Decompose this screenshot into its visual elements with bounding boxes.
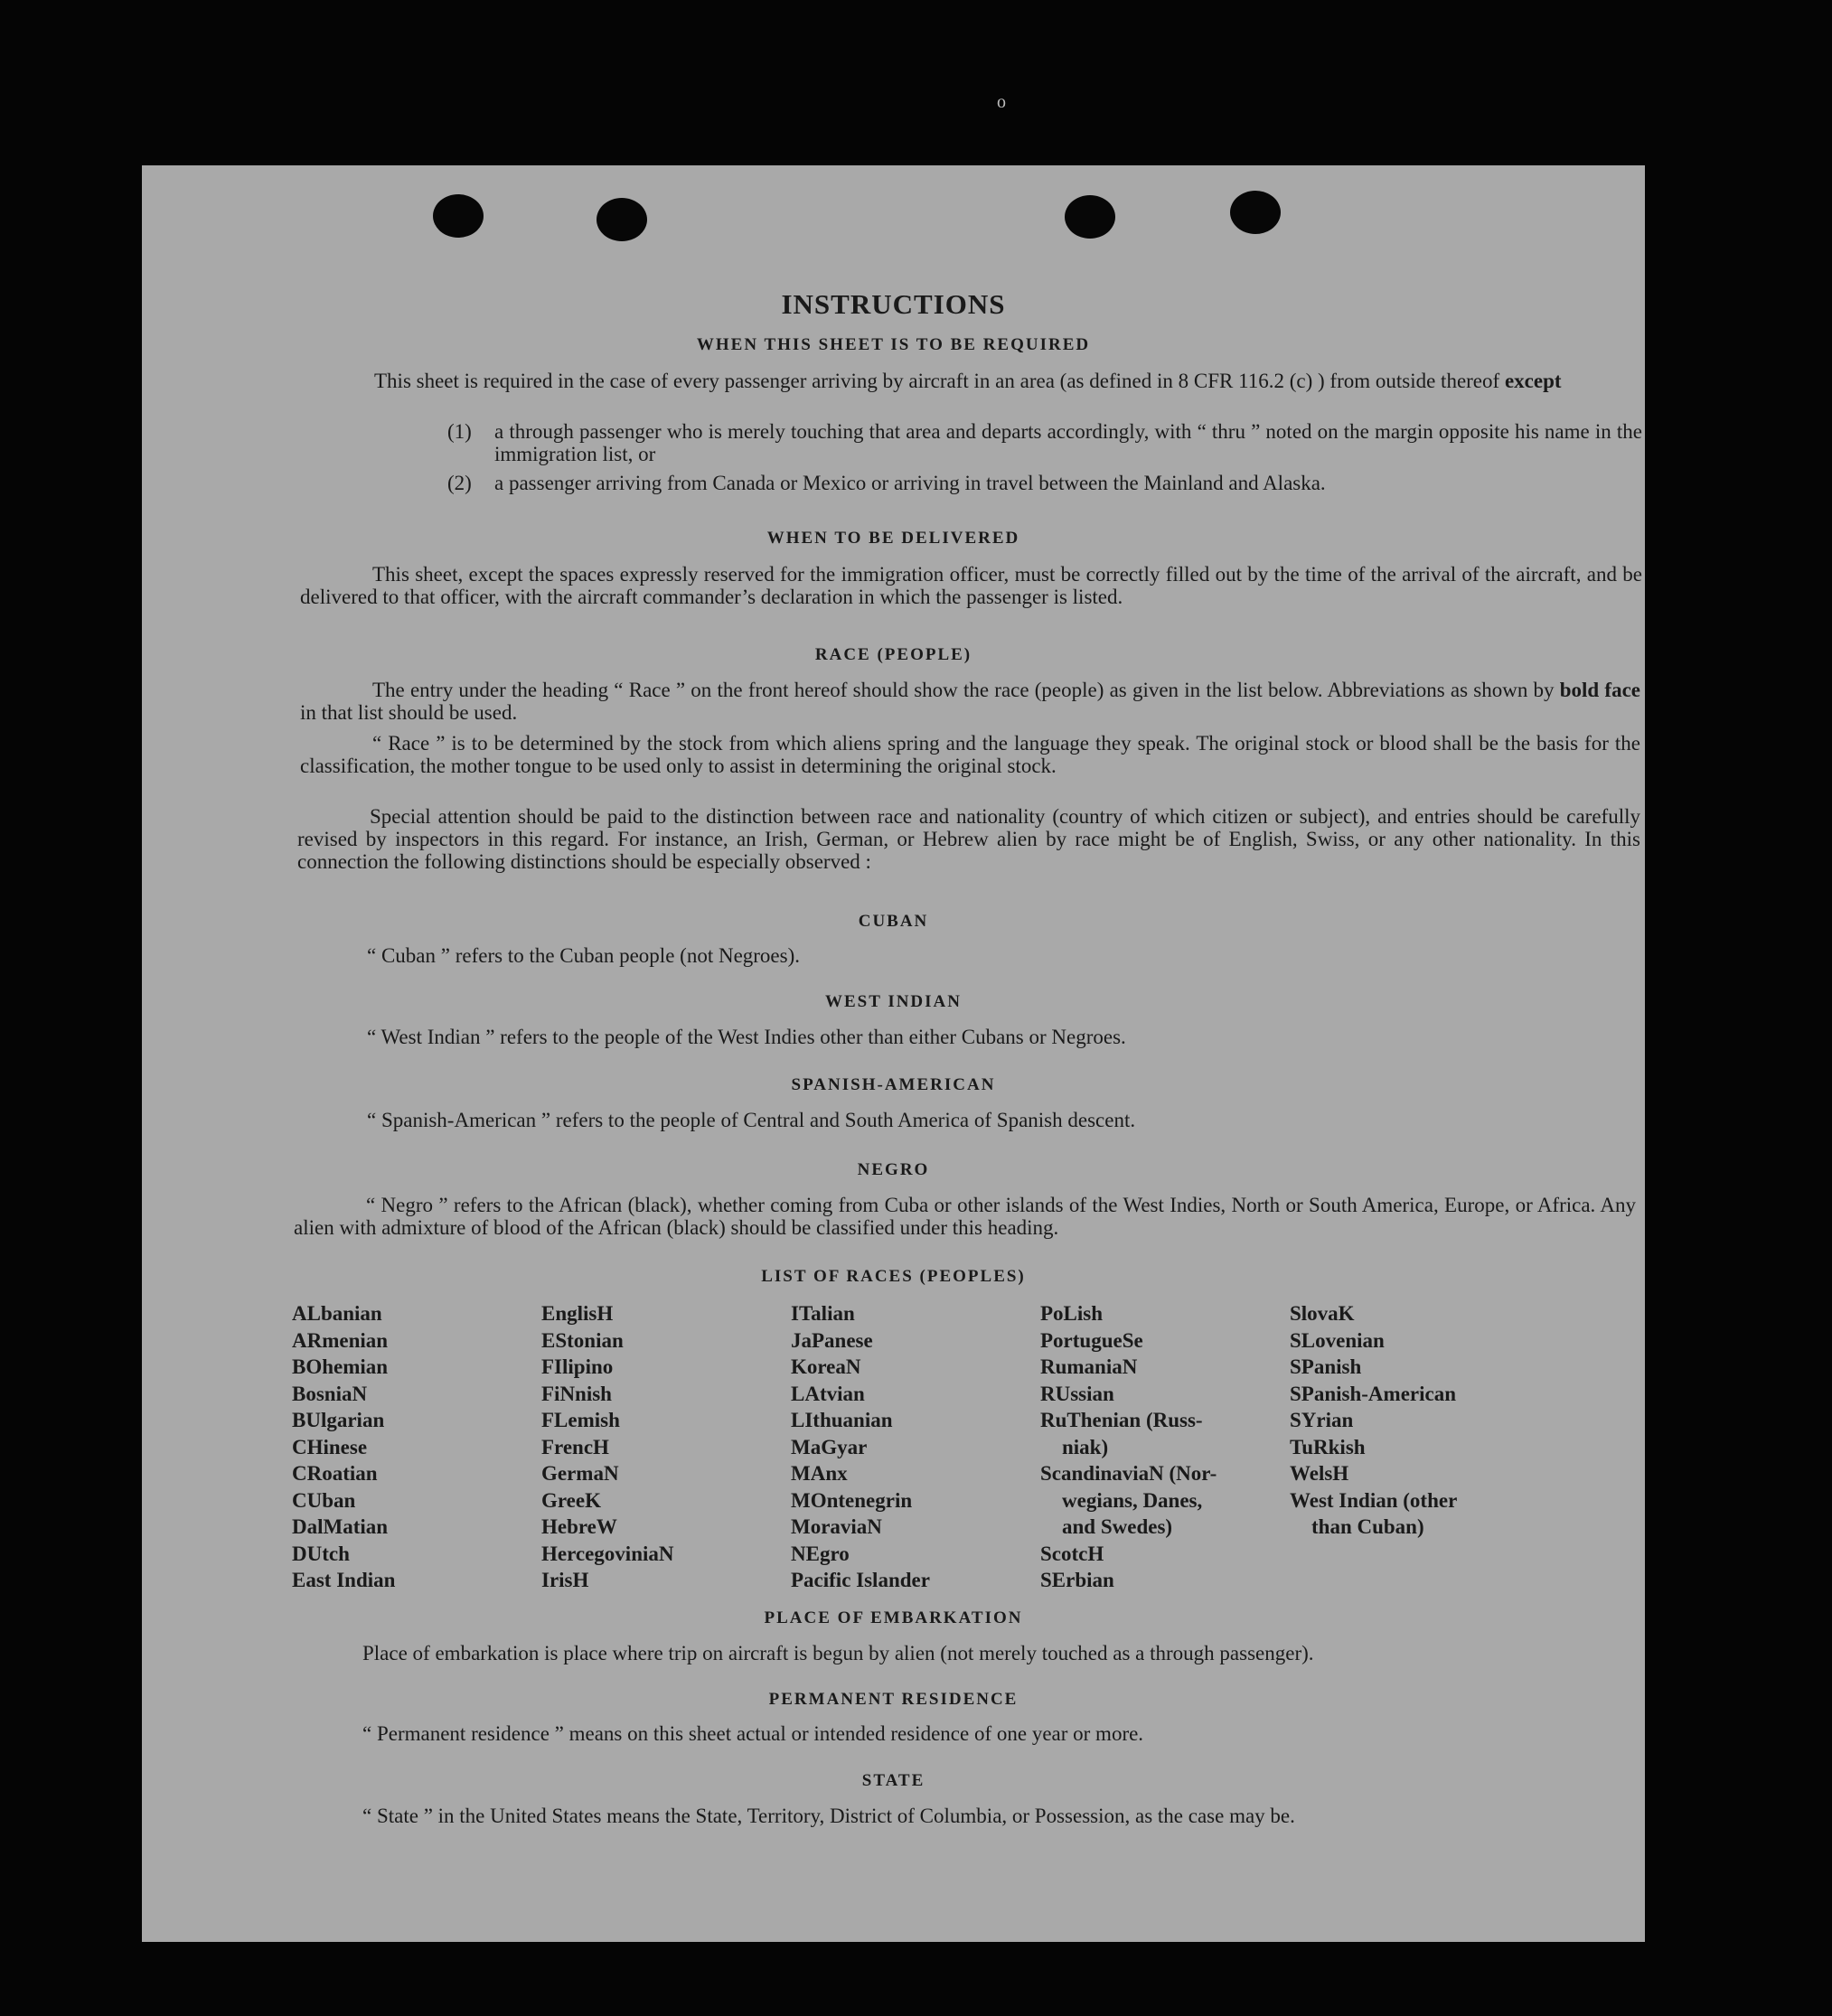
- heading-west-indian: WEST INDIAN: [825, 992, 962, 1011]
- document-title: INSTRUCTIONS: [781, 288, 1006, 320]
- race-entry: ITalian: [791, 1302, 855, 1325]
- race-entry: ScotcH: [1040, 1542, 1104, 1565]
- race-entry: BosniaN: [292, 1382, 368, 1405]
- race-entry: BUlgarian: [292, 1409, 385, 1431]
- paragraph-spanish-american: “ Spanish-American ” refers to the people of Central and South America of Spanish descent.: [367, 1109, 1136, 1131]
- race-entry: TuRkish: [1290, 1435, 1366, 1458]
- exception-number: (2): [447, 472, 472, 494]
- race-entry: LIthuanian: [791, 1409, 893, 1431]
- race-entry: MoraviaN: [791, 1515, 882, 1538]
- race-entry: than Cuban): [1311, 1515, 1424, 1538]
- race-entry: SLovenian: [1290, 1328, 1385, 1352]
- race-entry: ScandinaviaN (Nor-: [1040, 1462, 1217, 1485]
- punch-hole: [1230, 191, 1281, 234]
- race-entry: JaPanese: [791, 1328, 873, 1352]
- exception-number: (1): [447, 420, 472, 443]
- race-entry: FLemish: [541, 1409, 620, 1431]
- heading-spanish-american: SPANISH-AMERICAN: [791, 1075, 996, 1094]
- paragraph-race-2: “ Race ” is to be determined by the stock from which aliens spring and the language they speak. The original stock or blood shall be the basis for the classification, the mother tongue to be used only to assist in determining the original stock.: [300, 732, 1640, 777]
- race-entry: CHinese: [292, 1435, 368, 1458]
- race-column: [541, 1300, 791, 1594]
- race-column: [1040, 1300, 1290, 1594]
- heading-cuban: CUBAN: [858, 912, 929, 931]
- race-entry: HercegoviniaN: [541, 1542, 674, 1565]
- paragraph-when-required: [302, 370, 1642, 392]
- heading-state: STATE: [861, 1771, 925, 1790]
- paragraph-cuban: “ Cuban ” refers to the Cuban people (not Negroes).: [367, 944, 801, 967]
- race-entry: DalMatian: [292, 1515, 389, 1538]
- race-column: [791, 1300, 1040, 1594]
- paragraph-when-delivered: This sheet, except the spaces expressly reserved for the immigration officer, must be correctly filled out by the time of the arrival of the aircraft, and be delivered to that officer, with the aircraft commander’s declaration in which the passenger is listed.: [300, 563, 1642, 608]
- race-entry: GreeK: [541, 1488, 601, 1512]
- race-entry: East Indian: [292, 1569, 396, 1591]
- races-list: [292, 1300, 1539, 1594]
- heading-race: RACE (PEOPLE): [814, 645, 972, 664]
- race-entry: NEgro: [791, 1542, 850, 1565]
- race-entry: GermaN: [541, 1462, 619, 1485]
- race-entry: MOntenegrin: [791, 1488, 913, 1512]
- race-entry: RUssian: [1040, 1382, 1114, 1405]
- punch-hole: [433, 194, 484, 238]
- race-p1-after: in that list should be used.: [300, 701, 518, 724]
- race-entry: MaGyar: [791, 1435, 868, 1458]
- heading-embarkation: PLACE OF EMBARKATION: [764, 1608, 1023, 1627]
- heading-when-required: WHEN THIS SHEET IS TO BE REQUIRED: [696, 335, 1091, 354]
- race-entry: PoLish: [1040, 1302, 1104, 1325]
- race-entry: Pacific Islander: [791, 1569, 930, 1591]
- race-entry: wegians, Danes,: [1062, 1488, 1203, 1512]
- race-entry: CUban: [292, 1488, 356, 1512]
- race-entry: SlovaK: [1290, 1302, 1355, 1325]
- exception-text: a passenger arriving from Canada or Mexico or arriving in travel between the Mainland and Alaska.: [494, 472, 1326, 494]
- heading-when-delivered: WHEN TO BE DELIVERED: [766, 529, 1020, 548]
- heading-negro: NEGRO: [857, 1160, 930, 1179]
- race-entry: CRoatian: [292, 1462, 378, 1485]
- race-entry: KoreaN: [791, 1355, 861, 1378]
- race-column: [1290, 1300, 1539, 1594]
- race-column: [292, 1300, 541, 1594]
- heading-permanent-residence: PERMANENT RESIDENCE: [768, 1690, 1019, 1709]
- paragraph-negro: “ Negro ” refers to the African (black), whether coming from Cuba or other islands of the West Indies, North or South America, Europe, or Africa. Any alien with admixture of blood of the African (black) should be classified under this heading.: [294, 1194, 1636, 1239]
- punch-hole: [597, 198, 647, 241]
- race-p1-bold: bold face: [1559, 679, 1641, 701]
- race-entry: LAtvian: [791, 1382, 865, 1405]
- race-entry: EStonian: [541, 1328, 624, 1352]
- heading-list-of-races: LIST OF RACES (PEOPLES): [761, 1267, 1026, 1286]
- when-required-intro: This sheet is required in the case of every passenger arriving by aircraft in an area (as defined in 8 CFR 116.2 (c) ) from outside thereof: [374, 370, 1500, 392]
- race-entry: RuThenian (Russ-: [1040, 1409, 1203, 1431]
- race-entry: PortugueSe: [1040, 1328, 1143, 1352]
- paragraph-west-indian: “ West Indian ” refers to the people of the West Indies other than either Cubans or Negroes.: [367, 1026, 1126, 1048]
- race-entry: HebreW: [541, 1515, 617, 1538]
- paragraph-race-3: Special attention should be paid to the distinction between race and nationality (country of which citizen or subject), and entries should be carefully revised by inspectors in this regard. For instance, an Irish, German, or Hebrew alien by race might be of English, Swiss, or any other nationality. In this connection the following distinctions should be especially observed :: [297, 805, 1640, 873]
- race-entry: ARmenian: [292, 1328, 389, 1352]
- paragraph-race-1: [300, 679, 1640, 724]
- paragraph-permanent-residence: “ Permanent residence ” means on this sheet actual or intended residence of one year or more.: [362, 1722, 1144, 1745]
- race-entry: BOhemian: [292, 1355, 389, 1378]
- race-entry: and Swedes): [1062, 1515, 1173, 1538]
- document-sheet: [142, 165, 1645, 1942]
- top-mark: o: [997, 92, 1006, 112]
- race-entry: SErbian: [1040, 1569, 1114, 1591]
- paragraph-state: “ State ” in the United States means the State, Territory, District of Columbia, or Possession, as the case may be.: [362, 1805, 1295, 1827]
- race-entry: ALbanian: [292, 1302, 382, 1325]
- race-entry: MAnx: [791, 1462, 848, 1485]
- race-entry: IrisH: [541, 1569, 589, 1591]
- race-entry: West Indian (other: [1290, 1488, 1458, 1512]
- race-entry: DUtch: [292, 1542, 350, 1565]
- when-required-except: except: [1504, 370, 1562, 392]
- exception-text: a through passenger who is merely touching that area and departs accordingly, with “ thru ” noted on the margin opposite his name in the immigration list, or: [494, 420, 1642, 465]
- race-entry: SPanish: [1290, 1355, 1362, 1378]
- race-entry: WelsH: [1290, 1462, 1349, 1485]
- race-p1-before: The entry under the heading “ Race ” on the front hereof should show the race (people) as given in the list below. Abbreviations as shown by: [372, 679, 1555, 701]
- race-entry: SPanish-American: [1290, 1382, 1456, 1405]
- race-entry: EnglisH: [541, 1302, 614, 1325]
- paragraph-embarkation: Place of embarkation is place where trip on aircraft is begun by alien (not merely touched as a through passenger).: [362, 1642, 1314, 1664]
- race-entry: FrencH: [541, 1435, 609, 1458]
- race-entry: FiNnish: [541, 1382, 612, 1405]
- race-entry: FIlipino: [541, 1355, 614, 1378]
- punch-hole: [1065, 195, 1115, 239]
- race-entry: RumaniaN: [1040, 1355, 1138, 1378]
- race-entry: SYrian: [1290, 1409, 1354, 1431]
- race-entry: niak): [1062, 1435, 1109, 1458]
